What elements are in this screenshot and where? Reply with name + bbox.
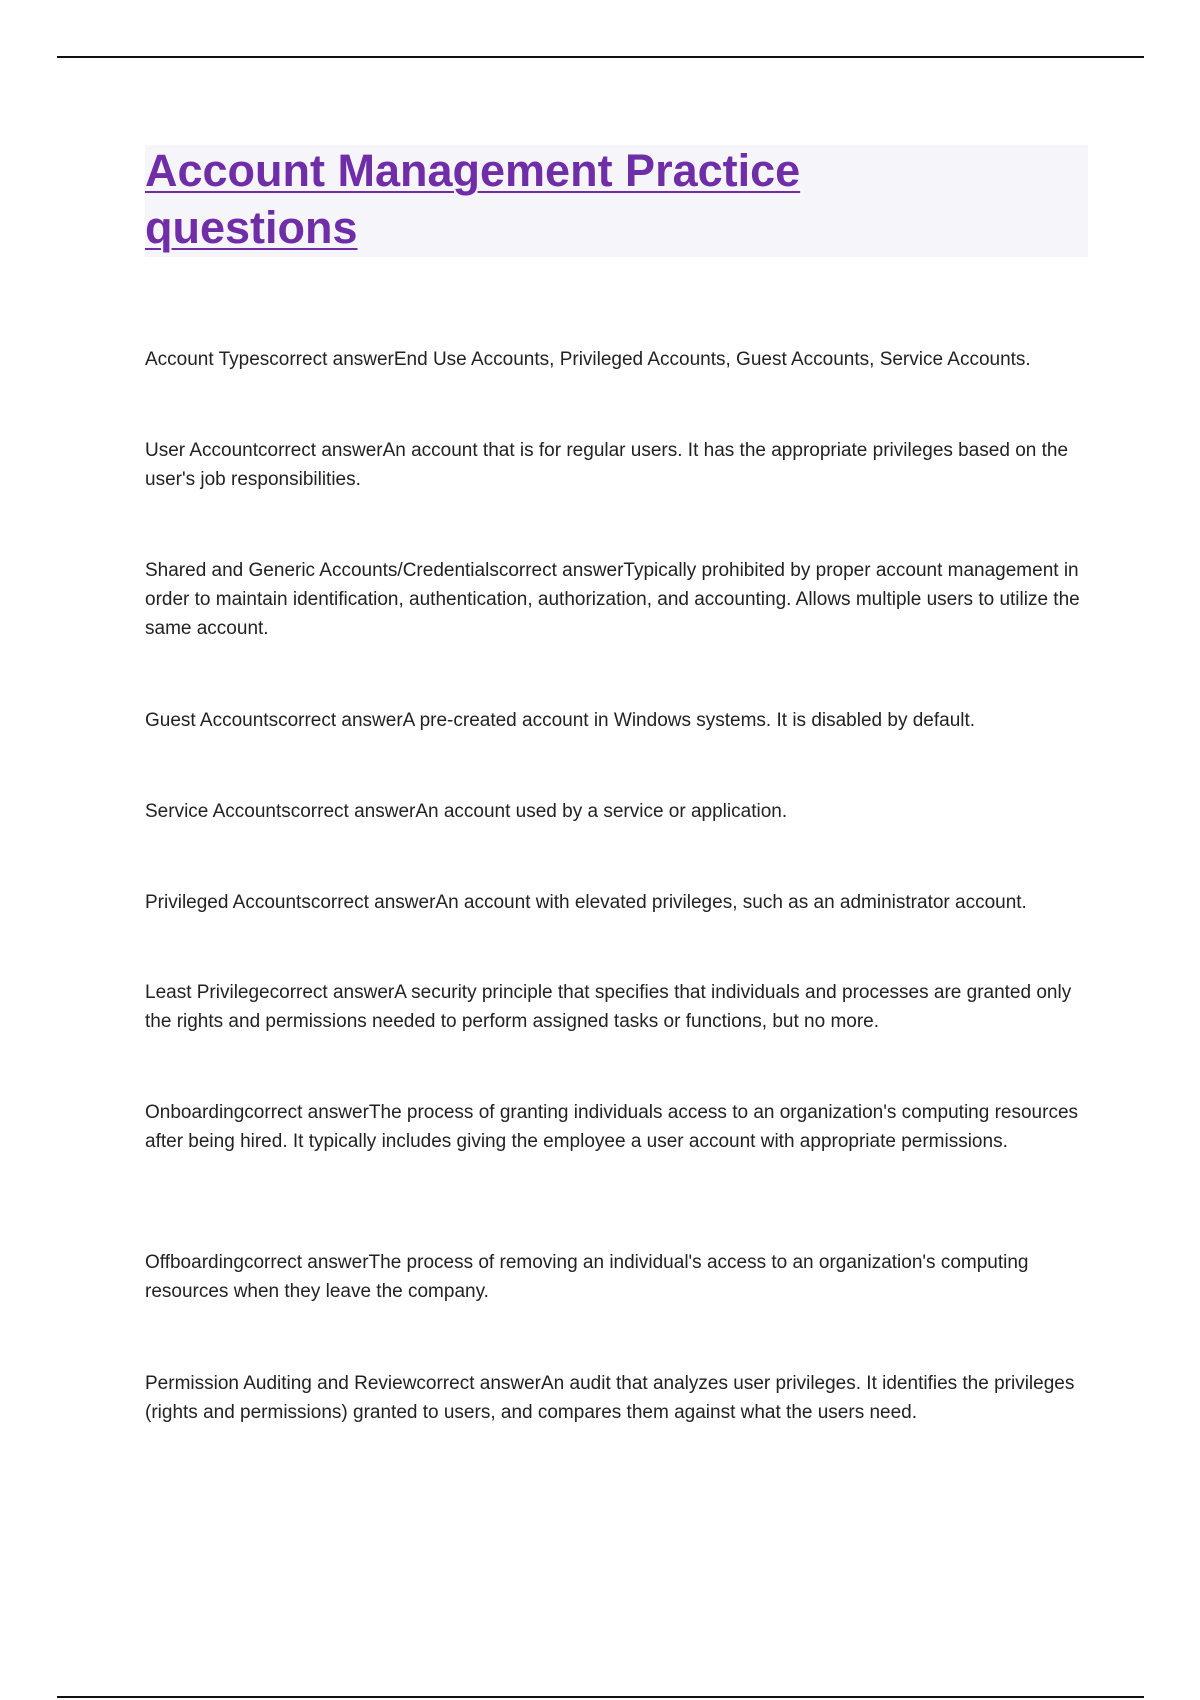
qa-item-privileged-accounts: Privileged Accountscorrect answerAn account with elevated privileges, such as an administrator account. (145, 892, 1027, 913)
qa-item-least-privilege: Least Privilegecorrect answerA security principle that specifies that individuals and processes are granted only the rights and permissions needed to perform assigned tasks or functions, but no more. (145, 982, 1072, 1032)
qa-item-permission-auditing: Permission Auditing and Reviewcorrect answerAn audit that analyzes user privileges. It identifies the privileges (rights and permissions) granted to users, and compares them against what the users need. (145, 1373, 1075, 1423)
qa-item-shared-generic-accounts: Shared and Generic Accounts/Credentialscorrect answerTypically prohibited by proper account management in order to maintain identification, authentication, authorization, and accounting. Allows multiple users to utilize the same account. (145, 560, 1080, 639)
qa-item-service-accounts: Service Accountscorrect answerAn account used by a service or application. (145, 801, 788, 822)
qa-item-user-account: User Accountcorrect answerAn account that is for regular users. It has the appropriate privileges based on the user's job responsibilities. (145, 440, 1069, 490)
document-title: Account Management Practice questions (145, 145, 801, 253)
qa-item-guest-accounts: Guest Accountscorrect answerA pre-created account in Windows systems. It is disabled by default. (145, 710, 976, 731)
title-box (145, 145, 1088, 257)
top-rule (57, 56, 1144, 58)
qa-item-onboarding: Onboardingcorrect answerThe process of granting individuals access to an organization's computing resources after being hired. It typically includes giving the employee a user account with appropriate permissions. (145, 1102, 1079, 1152)
qa-item-offboarding: Offboardingcorrect answerThe process of removing an individual's access to an organization's computing resources when they leave the company. (145, 1252, 1029, 1302)
qa-item-account-types: Account Typescorrect answerEnd Use Accounts, Privileged Accounts, Guest Accounts, Service Accounts. (145, 349, 1031, 370)
bottom-rule (57, 1696, 1144, 1698)
